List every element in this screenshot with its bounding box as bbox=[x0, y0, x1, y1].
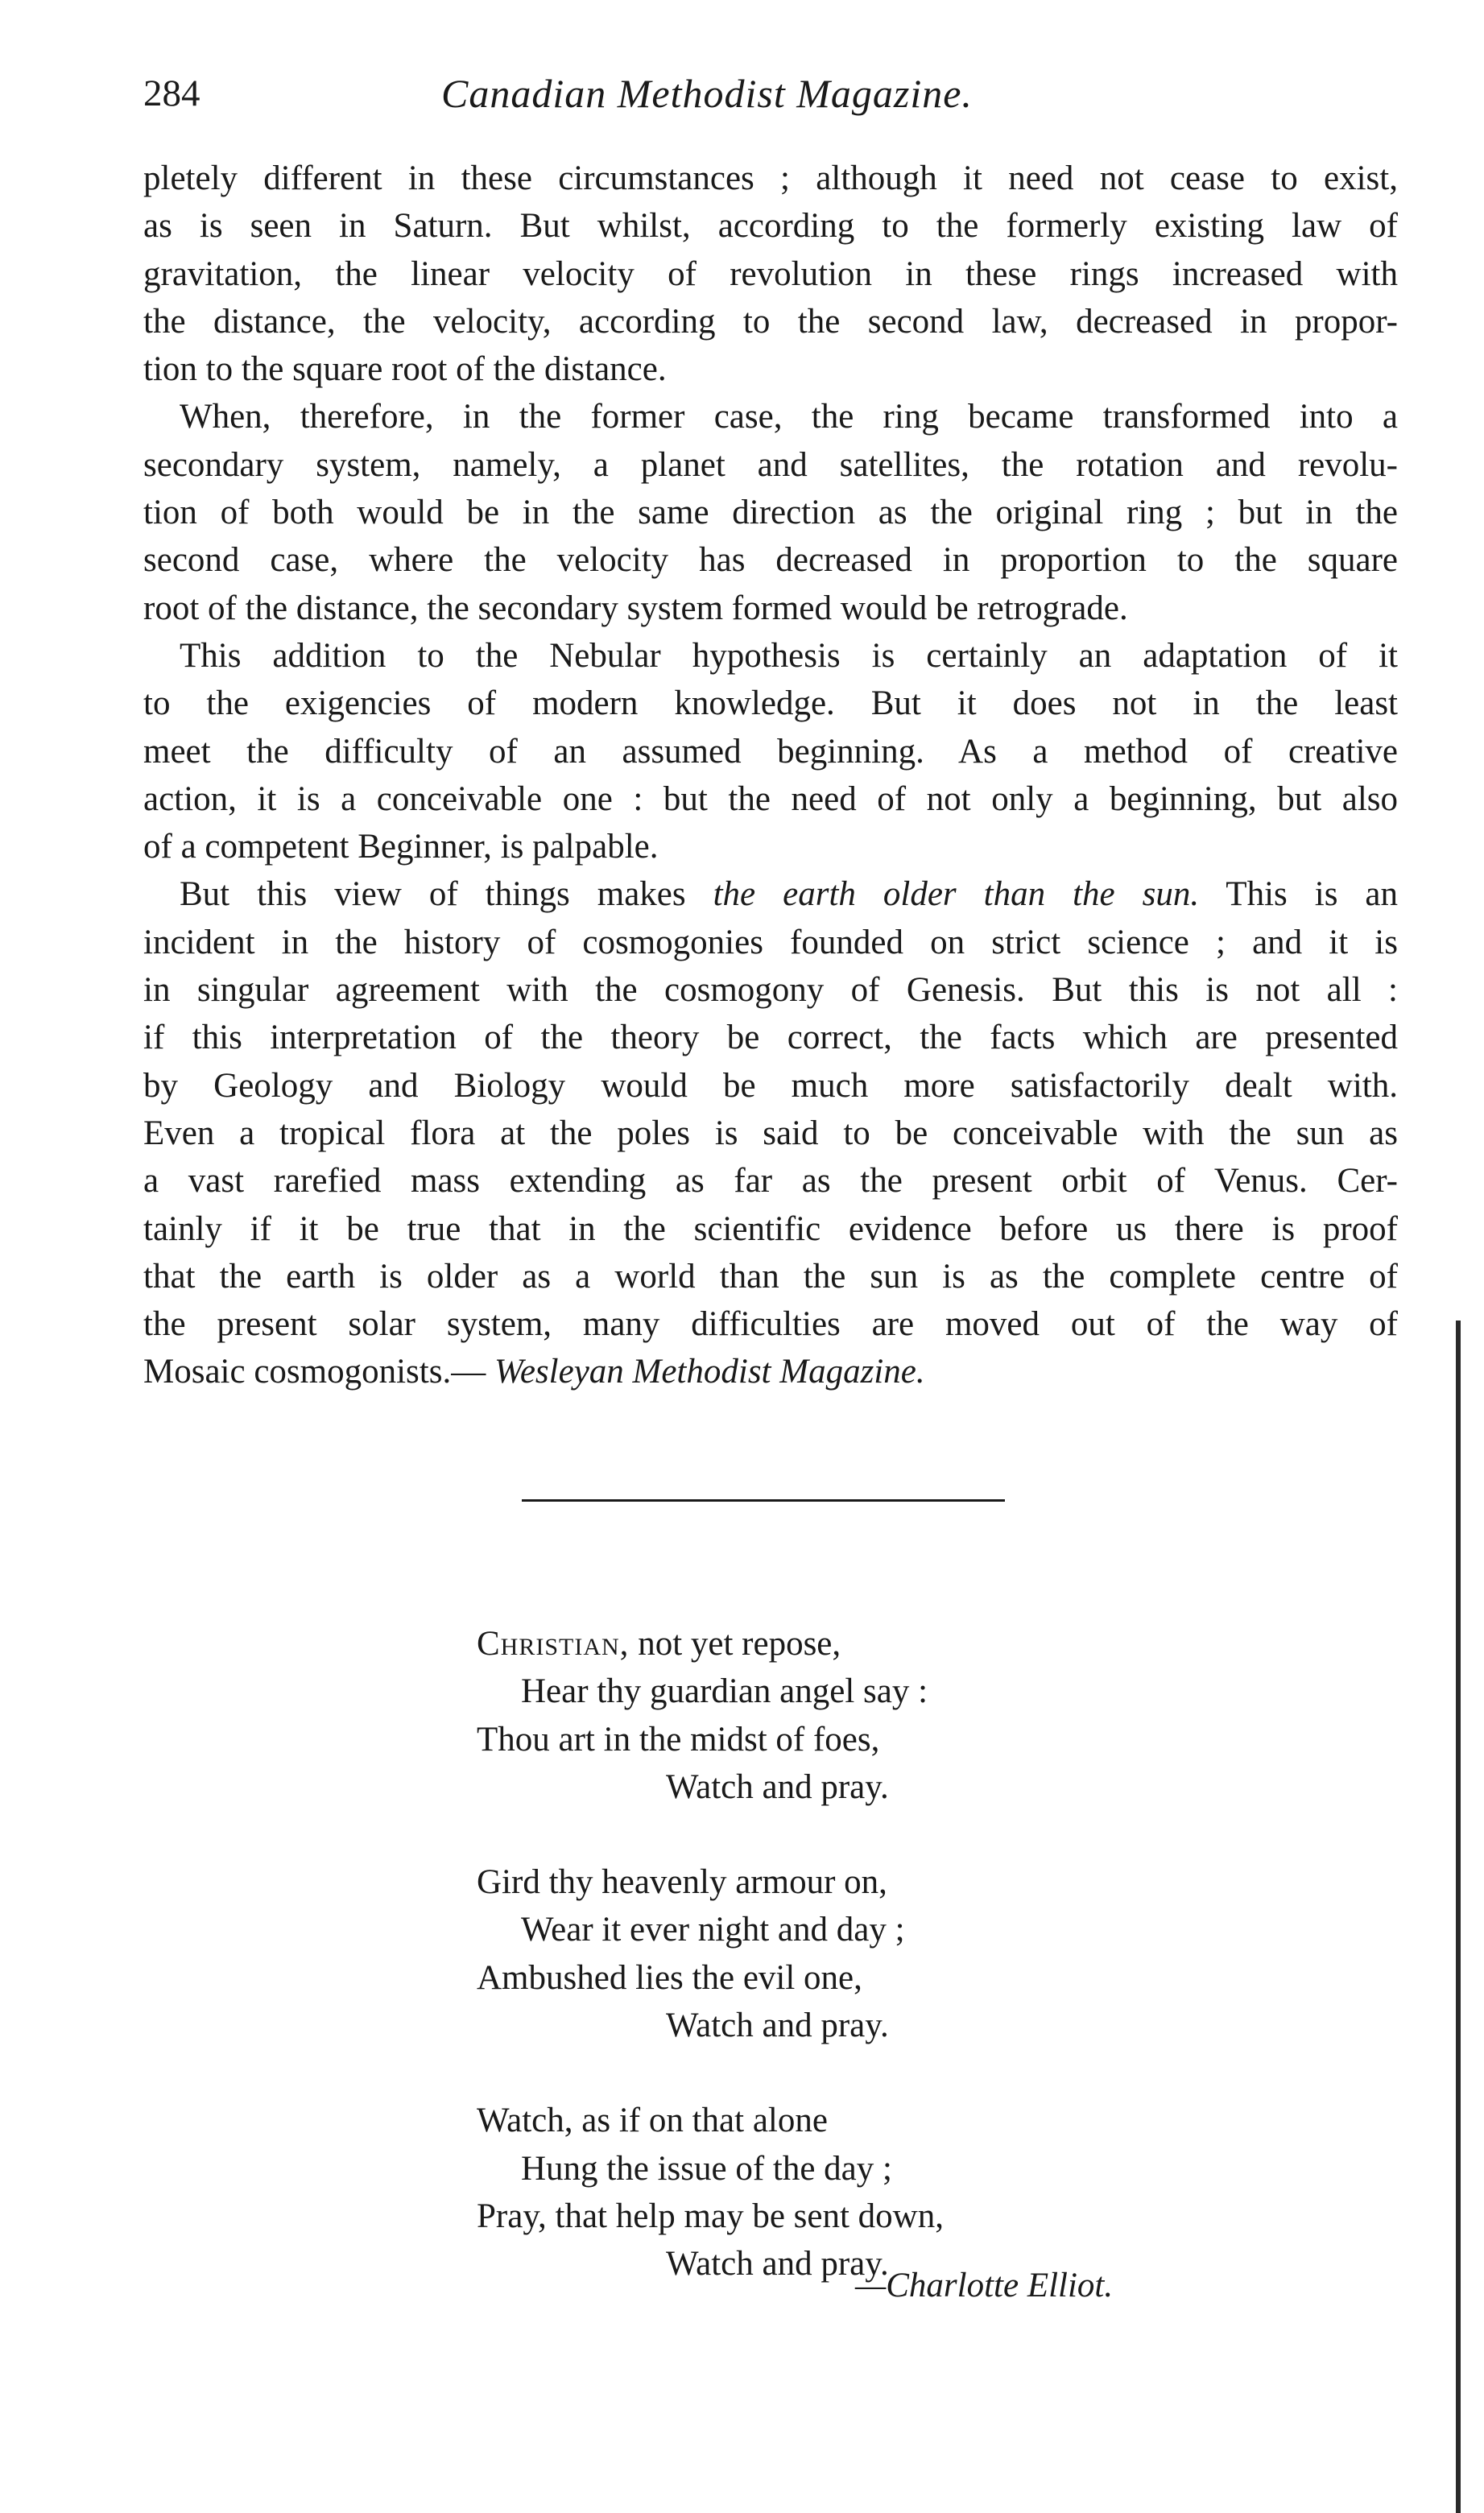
poem-stanza-1 bbox=[477, 1620, 1201, 1811]
poem-line: Ambushed lies the evil one, bbox=[477, 1958, 862, 1997]
poem-line: Watch, as if on that alone bbox=[477, 2102, 828, 2140]
text-line: action, it is a conceivable one : but the need of not only a beginning, but also bbox=[143, 779, 1398, 818]
poem-stanza-3 bbox=[477, 2097, 1201, 2288]
emphasis-text: the earth older than the sun. bbox=[713, 875, 1200, 914]
poem-line bbox=[477, 1620, 1201, 1668]
text-line: meet the difficulty of an assumed beginning. As a method of creative bbox=[143, 732, 1398, 771]
poem-line: Pray, that help may be sent down, bbox=[477, 2197, 944, 2235]
poem-attribution: —Charlotte Elliot. bbox=[855, 2267, 1114, 2304]
text-line bbox=[143, 870, 1398, 918]
paragraph-4 bbox=[143, 870, 1398, 1395]
page-header bbox=[143, 69, 1399, 126]
text-line: as is seen in Saturn. But whilst, according to the formerly existing law of bbox=[143, 207, 1398, 246]
text-line: in singular agreement with the cosmogony of Genesis. But this is not all : bbox=[143, 971, 1398, 1010]
text-run: But this view of things makes bbox=[180, 875, 713, 914]
poem-line: Gird thy heavenly armour on, bbox=[477, 1863, 887, 1902]
scan-edge-shadow bbox=[1456, 1321, 1461, 2513]
text-line: to the exigencies of modern knowledge. But it does not in the least bbox=[143, 684, 1398, 723]
section-divider bbox=[522, 1499, 1005, 1502]
text-line: gravitation, the linear velocity of revolution in these rings increased with bbox=[143, 254, 1398, 293]
poem-line: Hear thy guardian angel say : bbox=[521, 1672, 928, 1711]
text-line: tainly if it be true that in the scientific evidence before us there is proof bbox=[143, 1209, 1398, 1248]
poem-refrain: Watch and pray. bbox=[666, 2245, 889, 2284]
text-line: secondary system, namely, a planet and satellites, the rotation and revolu- bbox=[143, 445, 1398, 484]
paragraph-2 bbox=[143, 393, 1398, 631]
text-line: incident in the history of cosmogonies founded on strict science ; and it is bbox=[143, 923, 1398, 961]
text-line: by Geology and Biology would be much more satisfactorily dealt with. bbox=[143, 1066, 1398, 1105]
article-body bbox=[143, 155, 1398, 1396]
poem-line: Wear it ever night and day ; bbox=[521, 1911, 905, 1949]
text-line: root of the distance, the secondary system formed would be retrograde. bbox=[143, 589, 1128, 627]
text-line: that the earth is older as a world than the sun is as the complete centre of bbox=[143, 1257, 1398, 1296]
poem-line: Thou art in the midst of foes, bbox=[477, 1720, 880, 1759]
text-line: of a competent Beginner, is palpable. bbox=[143, 828, 659, 866]
paragraph-3 bbox=[143, 632, 1398, 870]
text-line: pletely different in these circumstances ; although it need not cease to exist, bbox=[143, 159, 1398, 197]
text-line: tion of both would be in the same direction as the original ring ; but in the bbox=[143, 494, 1398, 532]
poem-line: Hung the issue of the day ; bbox=[521, 2149, 892, 2188]
text-line: Even a tropical flora at the poles is said to be conceivable with the sun as bbox=[143, 1114, 1398, 1152]
text-line: the distance, the velocity, according to the second law, decreased in propor- bbox=[143, 302, 1398, 341]
source-citation: Wesleyan Methodist Magazine. bbox=[494, 1353, 925, 1391]
poem-first-word: Christian, bbox=[477, 1625, 630, 1663]
text-line: second case, where the velocity has decreased in proportion to the square bbox=[143, 541, 1398, 580]
text-line: When, therefore, in the former case, the ring became transformed into a bbox=[180, 398, 1398, 436]
poem-refrain: Watch and pray. bbox=[666, 1767, 889, 1806]
paragraph-1 bbox=[143, 155, 1398, 393]
poem-stanza-2 bbox=[477, 1858, 1201, 2049]
text-line: This addition to the Nebular hypothesis is certainly an adaptation of it bbox=[180, 636, 1398, 675]
poem-refrain: Watch and pray. bbox=[666, 2007, 889, 2045]
text-run: not yet repose, bbox=[629, 1625, 841, 1663]
page-number: 284 bbox=[143, 72, 200, 114]
poem bbox=[477, 1620, 1201, 2336]
text-line bbox=[143, 1348, 1398, 1395]
text-line: tion to the square root of the distance. bbox=[143, 350, 667, 389]
text-line: the present solar system, many difficulties are moved out of the way of bbox=[143, 1305, 1398, 1344]
text-line: if this interpretation of the theory be correct, the facts which are presented bbox=[143, 1019, 1398, 1057]
text-run: Mosaic cosmogonists.— bbox=[143, 1353, 494, 1391]
text-line: a vast rarefied mass extending as far as the present orbit of Venus. Cer- bbox=[143, 1162, 1398, 1201]
text-run: This is an bbox=[1199, 875, 1399, 914]
running-title: Canadian Methodist Magazine. bbox=[441, 71, 973, 116]
